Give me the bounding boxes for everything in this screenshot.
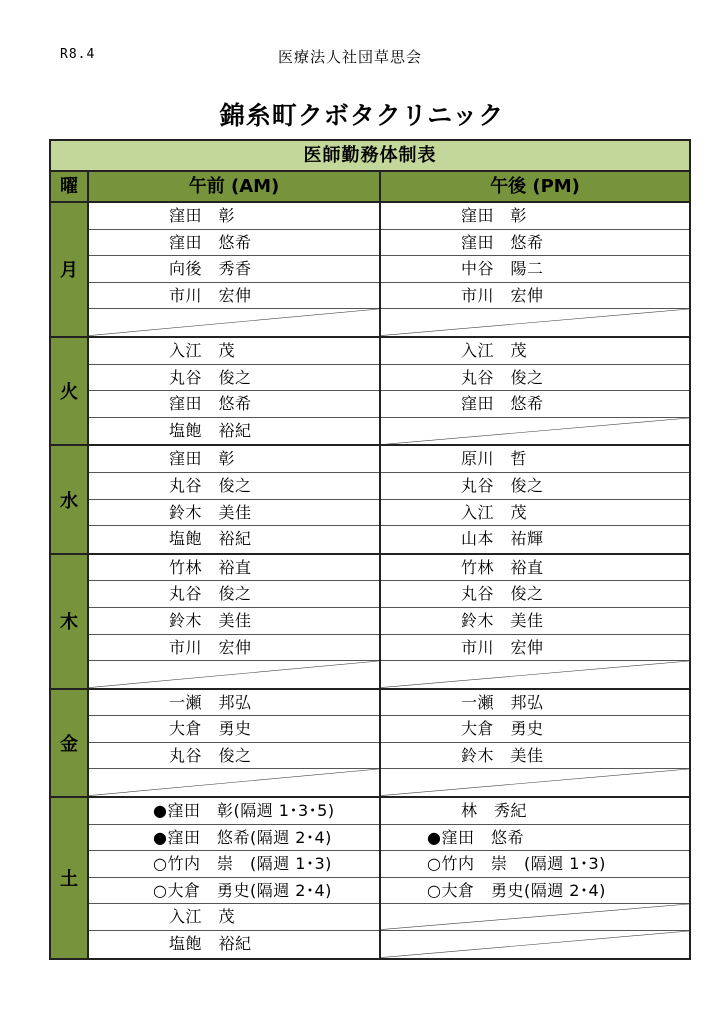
- doctor-entry: 中谷 陽二: [381, 256, 689, 283]
- pm-column: [381, 690, 689, 796]
- doctor-entry: 窪田 悠希: [89, 391, 379, 418]
- doctor-entry: 鈴木 美佳: [89, 500, 379, 527]
- doctor-entry: 窪田 彰: [89, 203, 379, 230]
- empty-slot: [89, 769, 379, 796]
- schedule-table: [49, 139, 691, 960]
- day-group: [51, 555, 689, 690]
- doctor-entry: 大倉 勇史: [381, 716, 689, 743]
- schedule-body: [51, 203, 689, 958]
- day-label: 月: [51, 203, 89, 336]
- clinic-title: 錦糸町クボタクリニック: [219, 101, 505, 130]
- day-label: 火: [51, 338, 89, 444]
- day-group: [51, 203, 689, 338]
- doctor-entry: 入江 茂: [89, 904, 379, 931]
- doctor-entry: 塩飽 裕紀: [169, 934, 252, 954]
- day-label: 土: [51, 798, 89, 958]
- am-column: [89, 203, 381, 336]
- slash-mark: [381, 309, 689, 336]
- doctor-entry: ○大倉 勇史(隔週 2･4): [89, 878, 379, 905]
- document-code: R8.4: [60, 47, 96, 62]
- doctor-entry: ●窪田 彰(隔週 1･3･5): [89, 798, 379, 825]
- day-label: 金: [51, 690, 89, 796]
- slash-mark: [381, 769, 689, 796]
- day-group: [51, 798, 689, 958]
- doctor-entry: 市川 宏伸: [89, 635, 379, 662]
- doctor-entry: 塩飽 裕紀: [169, 420, 252, 440]
- doctor-entry: 一瀬 邦弘: [89, 690, 379, 717]
- pm-column: [381, 446, 689, 552]
- doctor-entry: 丸谷 俊之: [381, 581, 689, 608]
- column-header-row: [51, 172, 689, 203]
- slash-mark: [89, 769, 379, 796]
- doctor-entry: 市川 宏伸: [381, 283, 689, 310]
- slash-mark: [381, 931, 689, 958]
- empty-slot: [89, 309, 379, 336]
- am-column: [89, 798, 381, 958]
- empty-slot: [381, 418, 689, 445]
- doctor-entry: 市川 宏伸: [381, 635, 689, 662]
- pm-column: [381, 203, 689, 336]
- day-label: 木: [51, 555, 89, 688]
- day-group: [51, 446, 689, 554]
- column-header-am: 午前 (AM): [89, 172, 381, 201]
- doctor-entry: ○竹内 崇 (隔週 1･3): [381, 851, 689, 878]
- doctor-entry: ○竹内 崇 (隔週 1･3): [89, 851, 379, 878]
- doctor-entry: 原川 哲: [381, 446, 689, 473]
- doctor-entry: ○大倉 勇史(隔週 2･4): [381, 878, 689, 905]
- empty-slot: [89, 661, 379, 688]
- doctor-entry: 塩飽 裕紀: [169, 529, 252, 549]
- doctor-entry: 一瀬 邦弘: [381, 690, 689, 717]
- doctor-entry: 入江 茂: [381, 500, 689, 527]
- empty-slot: [381, 931, 689, 958]
- doctor-entry: 竹林 裕直: [89, 555, 379, 582]
- doctor-entry: 入江 茂: [381, 338, 689, 365]
- doctor-entry: 丸谷 俊之: [89, 581, 379, 608]
- doctor-entry: 市川 宏伸: [89, 283, 379, 310]
- doctor-entry: 窪田 彰: [89, 446, 379, 473]
- doctor-entry: 大倉 勇史: [89, 716, 379, 743]
- am-column: [89, 338, 381, 444]
- doctor-entry: 丸谷 俊之: [89, 473, 379, 500]
- pm-column: [381, 798, 689, 958]
- empty-slot: [381, 309, 689, 336]
- schedule-title: 医師勤務体制表: [51, 141, 689, 172]
- slash-mark: [381, 904, 689, 930]
- doctor-entry: 丸谷 俊之: [89, 365, 379, 392]
- doctor-entry: 丸谷 俊之: [89, 743, 379, 770]
- doctor-entry: 窪田 悠希: [89, 230, 379, 257]
- doctor-entry: 向後 秀香: [89, 256, 379, 283]
- doctor-entry: 丸谷 俊之: [381, 473, 689, 500]
- doctor-entry: 窪田 悠希: [381, 230, 689, 257]
- doctor-entry: 入江 茂: [89, 338, 379, 365]
- day-group: [51, 690, 689, 798]
- column-header-day: 曜: [51, 172, 89, 201]
- empty-slot: [381, 661, 689, 688]
- pm-column: [381, 338, 689, 444]
- empty-slot: [381, 769, 689, 796]
- organization-name: 医療法人社団草思会: [277, 48, 422, 66]
- am-column: [89, 690, 381, 796]
- pm-column: [381, 555, 689, 688]
- slash-mark: [89, 661, 379, 688]
- doctor-entry: 窪田 悠希: [381, 391, 689, 418]
- doctor-entry: 丸谷 俊之: [381, 365, 689, 392]
- column-header-pm: 午後 (PM): [381, 172, 689, 201]
- empty-slot: [381, 904, 689, 931]
- slash-mark: [381, 661, 689, 688]
- doctor-entry: 窪田 彰: [381, 203, 689, 230]
- doctor-entry: 鈴木 美佳: [381, 608, 689, 635]
- day-label: 水: [51, 446, 89, 552]
- am-column: [89, 555, 381, 688]
- slash-mark: [89, 309, 379, 336]
- slash-mark: [381, 418, 689, 445]
- doctor-entry: 鈴木 美佳: [89, 608, 379, 635]
- doctor-entry: 林 秀紀: [381, 798, 689, 825]
- doctor-entry: 山本 祐輝: [461, 529, 544, 549]
- doctor-entry: 竹林 裕直: [381, 555, 689, 582]
- doctor-entry: 鈴木 美佳: [381, 743, 689, 770]
- doctor-entry: ●窪田 悠希: [381, 825, 689, 852]
- day-group: [51, 338, 689, 446]
- doctor-entry: ●窪田 悠希(隔週 2･4): [89, 825, 379, 852]
- am-column: [89, 446, 381, 552]
